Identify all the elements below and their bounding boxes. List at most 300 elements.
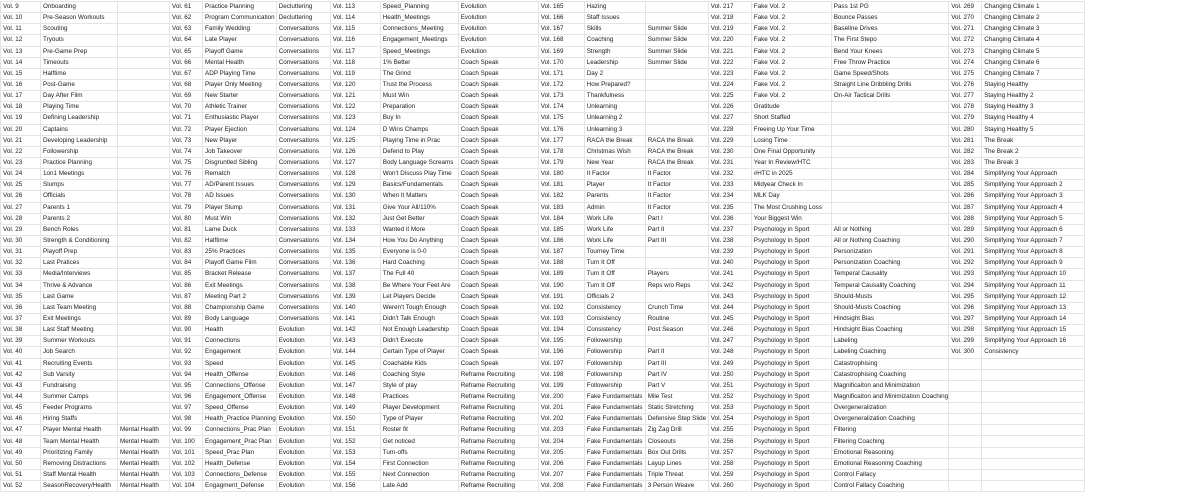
vol-cell-c[interactable]: Vol. 120 <box>330 79 380 90</box>
title-cell-d[interactable]: How Prepared? <box>584 79 645 90</box>
vol-cell-a[interactable]: Vol. 42 <box>1 369 41 380</box>
category-cell-b[interactable]: Evolution <box>276 469 330 480</box>
category-cell-b[interactable]: Conversations <box>276 235 330 246</box>
category-cell-e[interactable] <box>831 135 948 146</box>
title-cell-b[interactable]: New Starter <box>203 91 277 102</box>
vol-cell-e[interactable]: Vol. 236 <box>708 213 751 224</box>
vol-cell-e[interactable]: Vol. 257 <box>708 447 751 458</box>
title-cell-f[interactable] <box>982 458 1085 469</box>
vol-cell-c[interactable]: Vol. 144 <box>330 347 380 358</box>
title-cell-b[interactable]: Mental Health <box>203 57 277 68</box>
category-cell-c[interactable]: Coach Speak <box>458 325 538 336</box>
category-cell-d[interactable] <box>645 2 708 13</box>
title-cell-c[interactable]: Not Enough Leadership <box>380 325 458 336</box>
category-cell-a[interactable] <box>118 202 170 213</box>
vol-cell-d[interactable]: Vol. 167 <box>538 24 584 35</box>
title-cell-d[interactable]: Officials 2 <box>584 291 645 302</box>
title-cell-d[interactable]: Work Life <box>584 235 645 246</box>
category-cell-a[interactable] <box>118 280 170 291</box>
category-cell-e[interactable] <box>831 157 948 168</box>
title-cell-b[interactable]: Program Communication <box>203 13 277 24</box>
title-cell-c[interactable]: Style of play <box>380 380 458 391</box>
category-cell-b[interactable]: Evolution <box>276 369 330 380</box>
title-cell-a[interactable]: Exit Meetings <box>41 313 118 324</box>
category-cell-e[interactable]: Magnificaiton and Minimization Coaching <box>831 391 948 402</box>
vol-cell-e[interactable]: Vol. 228 <box>708 124 751 135</box>
category-cell-e[interactable]: Labeling Coaching <box>831 347 948 358</box>
title-cell-f[interactable]: Consistency <box>982 347 1085 358</box>
title-cell-f[interactable] <box>982 403 1085 414</box>
vol-cell-e[interactable]: Vol. 254 <box>708 414 751 425</box>
category-cell-d[interactable]: Zig Zag Drill <box>645 425 708 436</box>
category-cell-a[interactable]: Mental Health <box>118 425 170 436</box>
title-cell-e[interactable]: Psychology in Sport <box>751 469 831 480</box>
title-cell-e[interactable]: Fake Vol. 2 <box>751 46 831 57</box>
vol-cell-c[interactable]: Vol. 135 <box>330 247 380 258</box>
category-cell-c[interactable]: Reframe Recruiting <box>458 458 538 469</box>
category-cell-c[interactable]: Evolution <box>458 46 538 57</box>
vol-cell-b[interactable]: Vol. 65 <box>170 46 203 57</box>
title-cell-b[interactable]: Practice Planning <box>203 2 277 13</box>
title-cell-a[interactable]: Last Pratices <box>41 258 118 269</box>
category-cell-c[interactable]: Reframe Recruiting <box>458 380 538 391</box>
title-cell-e[interactable]: Fake Vol. 2 <box>751 57 831 68</box>
vol-cell-b[interactable]: Vol. 70 <box>170 102 203 113</box>
vol-cell-e[interactable]: Vol. 253 <box>708 403 751 414</box>
title-cell-d[interactable]: Turn It Off <box>584 258 645 269</box>
vol-cell-a[interactable]: Vol. 46 <box>1 414 41 425</box>
category-cell-e[interactable]: Bounce Passes <box>831 13 948 24</box>
vol-cell-b[interactable]: Vol. 89 <box>170 313 203 324</box>
title-cell-e[interactable]: The Most Crushing Loss <box>751 202 831 213</box>
vol-cell-c[interactable]: Vol. 154 <box>330 458 380 469</box>
vol-cell-c[interactable]: Vol. 155 <box>330 469 380 480</box>
title-cell-e[interactable]: Gratitude <box>751 102 831 113</box>
title-cell-b[interactable]: AD/Parent Issues <box>203 180 277 191</box>
vol-cell-e[interactable]: Vol. 235 <box>708 202 751 213</box>
vol-cell-d[interactable]: Vol. 183 <box>538 202 584 213</box>
vol-cell-f[interactable]: Vol. 289 <box>949 224 982 235</box>
title-cell-a[interactable]: Bench Roles <box>41 224 118 235</box>
vol-cell-f[interactable]: Vol. 299 <box>949 336 982 347</box>
title-cell-f[interactable] <box>982 380 1085 391</box>
category-cell-a[interactable] <box>118 157 170 168</box>
title-cell-b[interactable]: Player Slump <box>203 202 277 213</box>
vol-cell-a[interactable]: Vol. 48 <box>1 436 41 447</box>
vol-cell-d[interactable]: Vol. 178 <box>538 146 584 157</box>
category-cell-e[interactable]: All or Nothing <box>831 224 948 235</box>
vol-cell-c[interactable]: Vol. 127 <box>330 157 380 168</box>
category-cell-c[interactable]: Evolution <box>458 2 538 13</box>
category-cell-a[interactable]: Mental Health <box>118 469 170 480</box>
vol-cell-b[interactable]: Vol. 82 <box>170 235 203 246</box>
title-cell-f[interactable] <box>982 414 1085 425</box>
category-cell-d[interactable]: Part II <box>645 347 708 358</box>
title-cell-b[interactable]: ADP Playing Time <box>203 68 277 79</box>
category-cell-e[interactable] <box>831 169 948 180</box>
vol-cell-d[interactable]: Vol. 186 <box>538 235 584 246</box>
vol-cell-a[interactable]: Vol. 51 <box>1 469 41 480</box>
category-cell-a[interactable] <box>118 235 170 246</box>
title-cell-f[interactable]: Simplifying Your Approach 2 <box>982 180 1085 191</box>
vol-cell-f[interactable] <box>949 425 982 436</box>
vol-cell-c[interactable]: Vol. 136 <box>330 258 380 269</box>
category-cell-c[interactable]: Coach Speak <box>458 358 538 369</box>
category-cell-c[interactable]: Coach Speak <box>458 113 538 124</box>
title-cell-f[interactable]: Simplifying Your Approach 14 <box>982 313 1085 324</box>
title-cell-d[interactable]: Followership <box>584 347 645 358</box>
title-cell-b[interactable]: 25% Practices <box>203 247 277 258</box>
title-cell-f[interactable] <box>982 481 1085 492</box>
title-cell-d[interactable]: Christmas Wish <box>584 146 645 157</box>
category-cell-a[interactable] <box>118 24 170 35</box>
category-cell-c[interactable]: Coach Speak <box>458 269 538 280</box>
vol-cell-e[interactable]: Vol. 241 <box>708 269 751 280</box>
vol-cell-e[interactable]: Vol. 234 <box>708 191 751 202</box>
vol-cell-d[interactable]: Vol. 202 <box>538 414 584 425</box>
vol-cell-b[interactable]: Vol. 80 <box>170 213 203 224</box>
vol-cell-c[interactable]: Vol. 119 <box>330 68 380 79</box>
vol-cell-d[interactable]: Vol. 190 <box>538 280 584 291</box>
category-cell-e[interactable] <box>831 202 948 213</box>
title-cell-e[interactable]: Psychology in Sport <box>751 325 831 336</box>
title-cell-b[interactable]: Late Player <box>203 35 277 46</box>
category-cell-c[interactable]: Coach Speak <box>458 91 538 102</box>
category-cell-e[interactable] <box>831 102 948 113</box>
category-cell-d[interactable]: Box Out Drills <box>645 447 708 458</box>
title-cell-f[interactable] <box>982 447 1085 458</box>
title-cell-a[interactable]: Timeouts <box>41 57 118 68</box>
title-cell-f[interactable]: Changing Climate 3 <box>982 24 1085 35</box>
title-cell-b[interactable]: Disgruntled Sibling <box>203 157 277 168</box>
category-cell-d[interactable]: Summer Slide <box>645 46 708 57</box>
title-cell-b[interactable]: Health_Practice Planning <box>203 414 277 425</box>
title-cell-c[interactable]: Trust the Process <box>380 79 458 90</box>
vol-cell-c[interactable]: Vol. 133 <box>330 224 380 235</box>
vol-cell-f[interactable]: Vol. 286 <box>949 191 982 202</box>
title-cell-d[interactable]: Staff Issues <box>584 13 645 24</box>
title-cell-c[interactable]: Body Language Screams <box>380 157 458 168</box>
vol-cell-e[interactable]: Vol. 245 <box>708 313 751 324</box>
title-cell-a[interactable]: Developing Leadership <box>41 135 118 146</box>
category-cell-b[interactable]: Conversations <box>276 68 330 79</box>
category-cell-b[interactable]: Conversations <box>276 213 330 224</box>
title-cell-d[interactable]: Turn It Off <box>584 269 645 280</box>
vol-cell-b[interactable]: Vol. 79 <box>170 202 203 213</box>
title-cell-e[interactable]: One Final Opportunity <box>751 146 831 157</box>
category-cell-e[interactable]: Labeling <box>831 336 948 347</box>
title-cell-f[interactable]: Changing Climate 2 <box>982 13 1085 24</box>
vol-cell-d[interactable]: Vol. 194 <box>538 325 584 336</box>
vol-cell-a[interactable]: Vol. 13 <box>1 46 41 57</box>
vol-cell-f[interactable]: Vol. 278 <box>949 102 982 113</box>
category-cell-a[interactable] <box>118 35 170 46</box>
title-cell-f[interactable]: The Break <box>982 135 1085 146</box>
vol-cell-a[interactable]: Vol. 25 <box>1 180 41 191</box>
title-cell-f[interactable]: Simplifying Your Approach 10 <box>982 269 1085 280</box>
category-cell-b[interactable]: Conversations <box>276 202 330 213</box>
vol-cell-b[interactable]: Vol. 69 <box>170 91 203 102</box>
title-cell-a[interactable]: Tryouts <box>41 35 118 46</box>
vol-cell-c[interactable]: Vol. 141 <box>330 313 380 324</box>
title-cell-f[interactable] <box>982 425 1085 436</box>
title-cell-b[interactable]: Rematch <box>203 169 277 180</box>
category-cell-e[interactable]: Control Fallacy Coaching <box>831 481 948 492</box>
vol-cell-b[interactable]: Vol. 96 <box>170 391 203 402</box>
title-cell-b[interactable]: Halftime <box>203 235 277 246</box>
vol-cell-d[interactable]: Vol. 201 <box>538 403 584 414</box>
category-cell-a[interactable] <box>118 135 170 146</box>
title-cell-d[interactable]: Work Life <box>584 213 645 224</box>
vol-cell-e[interactable]: Vol. 223 <box>708 68 751 79</box>
vol-cell-a[interactable]: Vol. 49 <box>1 447 41 458</box>
category-cell-a[interactable] <box>118 13 170 24</box>
vol-cell-b[interactable]: Vol. 101 <box>170 447 203 458</box>
vol-cell-c[interactable]: Vol. 126 <box>330 146 380 157</box>
category-cell-a[interactable] <box>118 146 170 157</box>
title-cell-b[interactable]: Lame Duck <box>203 224 277 235</box>
category-cell-e[interactable]: Personization <box>831 247 948 258</box>
vol-cell-d[interactable]: Vol. 197 <box>538 358 584 369</box>
title-cell-a[interactable]: Officials <box>41 191 118 202</box>
title-cell-b[interactable]: Connections_Defense <box>203 469 277 480</box>
title-cell-e[interactable]: Your Biggest Win <box>751 213 831 224</box>
category-cell-d[interactable]: Triple Threat <box>645 469 708 480</box>
vol-cell-f[interactable] <box>949 436 982 447</box>
title-cell-b[interactable]: Speed <box>203 358 277 369</box>
title-cell-d[interactable]: Followership <box>584 369 645 380</box>
title-cell-e[interactable]: Psychology in Sport <box>751 235 831 246</box>
title-cell-e[interactable]: Psychology in Sport <box>751 247 831 258</box>
title-cell-c[interactable]: When It Matters <box>380 191 458 202</box>
title-cell-c[interactable]: Let Players Decide <box>380 291 458 302</box>
title-cell-a[interactable]: 1on1 Meetings <box>41 169 118 180</box>
vol-cell-d[interactable]: Vol. 195 <box>538 336 584 347</box>
category-cell-d[interactable] <box>645 336 708 347</box>
category-cell-d[interactable]: Reps w/o Reps <box>645 280 708 291</box>
title-cell-c[interactable]: Defend to Play <box>380 146 458 157</box>
category-cell-b[interactable]: Conversations <box>276 302 330 313</box>
category-cell-b[interactable]: Evolution <box>276 481 330 492</box>
vol-cell-b[interactable]: Vol. 78 <box>170 191 203 202</box>
category-cell-b[interactable]: Conversations <box>276 280 330 291</box>
title-cell-c[interactable]: Late Add <box>380 481 458 492</box>
title-cell-c[interactable]: Hard Coaching <box>380 258 458 269</box>
title-cell-b[interactable]: Playoff Game <box>203 46 277 57</box>
title-cell-c[interactable]: Won't Discuss Play Time <box>380 169 458 180</box>
category-cell-b[interactable]: Evolution <box>276 325 330 336</box>
category-cell-e[interactable]: Temperal Causality Coaching <box>831 280 948 291</box>
category-cell-d[interactable]: RACA the Break <box>645 146 708 157</box>
title-cell-a[interactable]: Slumps <box>41 180 118 191</box>
category-cell-b[interactable]: Conversations <box>276 169 330 180</box>
vol-cell-d[interactable]: Vol. 192 <box>538 302 584 313</box>
title-cell-b[interactable]: Health <box>203 325 277 336</box>
title-cell-a[interactable]: Summer Camps <box>41 391 118 402</box>
vol-cell-f[interactable]: Vol. 296 <box>949 302 982 313</box>
title-cell-a[interactable]: Summer Workouts <box>41 336 118 347</box>
title-cell-a[interactable]: Media/Interviews <box>41 269 118 280</box>
vol-cell-a[interactable]: Vol. 52 <box>1 481 41 492</box>
category-cell-d[interactable] <box>645 258 708 269</box>
vol-cell-a[interactable]: Vol. 33 <box>1 269 41 280</box>
vol-cell-f[interactable]: Vol. 271 <box>949 24 982 35</box>
category-cell-b[interactable]: Conversations <box>276 35 330 46</box>
category-cell-d[interactable]: Part III <box>645 235 708 246</box>
title-cell-e[interactable]: Psychology in Sport <box>751 347 831 358</box>
title-cell-d[interactable]: Fake Fundamentals <box>584 391 645 402</box>
title-cell-f[interactable] <box>982 369 1085 380</box>
vol-cell-c[interactable]: Vol. 140 <box>330 302 380 313</box>
title-cell-f[interactable] <box>982 358 1085 369</box>
vol-cell-c[interactable]: Vol. 142 <box>330 325 380 336</box>
vol-cell-b[interactable]: Vol. 102 <box>170 458 203 469</box>
category-cell-d[interactable]: RACA the Break <box>645 157 708 168</box>
title-cell-c[interactable]: Get noticed <box>380 436 458 447</box>
category-cell-a[interactable] <box>118 191 170 202</box>
vol-cell-a[interactable]: Vol. 17 <box>1 91 41 102</box>
title-cell-b[interactable]: Meeting Part 2 <box>203 291 277 302</box>
category-cell-c[interactable]: Reframe Recruiting <box>458 414 538 425</box>
title-cell-c[interactable]: Weren't Tough Enough <box>380 302 458 313</box>
vol-cell-f[interactable]: Vol. 293 <box>949 269 982 280</box>
title-cell-f[interactable]: Simplifying Your Approach 13 <box>982 302 1085 313</box>
title-cell-a[interactable]: Staff Mental Health <box>41 469 118 480</box>
vol-cell-a[interactable]: Vol. 24 <box>1 169 41 180</box>
category-cell-a[interactable]: Mental Health <box>118 481 170 492</box>
category-cell-e[interactable]: Catastrophising Coaching <box>831 369 948 380</box>
category-cell-e[interactable]: Free Throw Practice <box>831 57 948 68</box>
title-cell-b[interactable]: Playoff Game Film <box>203 258 277 269</box>
title-cell-e[interactable]: Psychology in Sport <box>751 224 831 235</box>
vol-cell-a[interactable]: Vol. 26 <box>1 191 41 202</box>
title-cell-a[interactable]: Onboarding <box>41 2 118 13</box>
vol-cell-a[interactable]: Vol. 34 <box>1 280 41 291</box>
vol-cell-d[interactable]: Vol. 208 <box>538 481 584 492</box>
vol-cell-a[interactable]: Vol. 44 <box>1 391 41 402</box>
category-cell-a[interactable] <box>118 247 170 258</box>
title-cell-a[interactable]: Followership <box>41 146 118 157</box>
vol-cell-b[interactable]: Vol. 84 <box>170 258 203 269</box>
vol-cell-a[interactable]: Vol. 50 <box>1 458 41 469</box>
title-cell-c[interactable]: Playing Time in Prac <box>380 135 458 146</box>
title-cell-e[interactable]: Fake Vol. 2 <box>751 24 831 35</box>
vol-cell-d[interactable]: Vol. 176 <box>538 124 584 135</box>
vol-cell-b[interactable]: Vol. 72 <box>170 124 203 135</box>
category-cell-d[interactable]: Part II <box>645 224 708 235</box>
title-cell-d[interactable]: Player <box>584 180 645 191</box>
category-cell-a[interactable] <box>118 269 170 280</box>
vol-cell-a[interactable]: Vol. 47 <box>1 425 41 436</box>
vol-cell-c[interactable]: Vol. 148 <box>330 391 380 402</box>
category-cell-d[interactable]: It Factor <box>645 180 708 191</box>
vol-cell-e[interactable]: Vol. 229 <box>708 135 751 146</box>
vol-cell-a[interactable]: Vol. 31 <box>1 247 41 258</box>
vol-cell-b[interactable]: Vol. 66 <box>170 57 203 68</box>
title-cell-b[interactable]: Engagement <box>203 347 277 358</box>
vol-cell-b[interactable]: Vol. 77 <box>170 180 203 191</box>
title-cell-a[interactable]: Feeder Programs <box>41 403 118 414</box>
category-cell-b[interactable]: Conversations <box>276 313 330 324</box>
category-cell-a[interactable] <box>118 291 170 302</box>
category-cell-d[interactable]: Part III <box>645 358 708 369</box>
title-cell-d[interactable]: Thankfulness <box>584 91 645 102</box>
category-cell-d[interactable]: Defensive Step Slide <box>645 414 708 425</box>
vol-cell-b[interactable]: Vol. 100 <box>170 436 203 447</box>
title-cell-d[interactable]: Skills <box>584 24 645 35</box>
vol-cell-d[interactable]: Vol. 185 <box>538 224 584 235</box>
vol-cell-f[interactable]: Vol. 276 <box>949 79 982 90</box>
vol-cell-b[interactable]: Vol. 83 <box>170 247 203 258</box>
category-cell-e[interactable]: Overgeneralization Coaching <box>831 414 948 425</box>
vol-cell-e[interactable]: Vol. 218 <box>708 13 751 24</box>
vol-cell-a[interactable]: Vol. 43 <box>1 380 41 391</box>
category-cell-e[interactable]: All or Nothing Coaching <box>831 235 948 246</box>
vol-cell-f[interactable] <box>949 414 982 425</box>
category-cell-d[interactable]: It Factor <box>645 169 708 180</box>
vol-cell-d[interactable]: Vol. 191 <box>538 291 584 302</box>
category-cell-b[interactable]: Conversations <box>276 191 330 202</box>
vol-cell-f[interactable]: Vol. 274 <box>949 57 982 68</box>
title-cell-f[interactable]: Simplifying Your Approach 5 <box>982 213 1085 224</box>
vol-cell-c[interactable]: Vol. 149 <box>330 403 380 414</box>
category-cell-b[interactable]: Decluttering <box>276 13 330 24</box>
category-cell-c[interactable]: Coach Speak <box>458 258 538 269</box>
category-cell-e[interactable]: Should-Musts Coaching <box>831 302 948 313</box>
vol-cell-a[interactable]: Vol. 38 <box>1 325 41 336</box>
vol-cell-d[interactable]: Vol. 165 <box>538 2 584 13</box>
category-cell-c[interactable]: Coach Speak <box>458 124 538 135</box>
title-cell-c[interactable]: Wanted it More <box>380 224 458 235</box>
category-cell-a[interactable] <box>118 369 170 380</box>
title-cell-e[interactable]: Psychology in Sport <box>751 280 831 291</box>
vol-cell-d[interactable]: Vol. 193 <box>538 313 584 324</box>
category-cell-c[interactable]: Reframe Recruiting <box>458 425 538 436</box>
category-cell-a[interactable] <box>118 79 170 90</box>
title-cell-f[interactable]: Simplifying Your Approach 12 <box>982 291 1085 302</box>
vol-cell-c[interactable]: Vol. 118 <box>330 57 380 68</box>
title-cell-d[interactable]: Unlearning <box>584 102 645 113</box>
title-cell-a[interactable]: Last Game <box>41 291 118 302</box>
category-cell-e[interactable]: Pass 1st PG <box>831 2 948 13</box>
vol-cell-e[interactable]: Vol. 255 <box>708 425 751 436</box>
category-cell-c[interactable]: Coach Speak <box>458 57 538 68</box>
title-cell-d[interactable]: Coaching <box>584 35 645 46</box>
category-cell-c[interactable]: Coach Speak <box>458 146 538 157</box>
category-cell-c[interactable]: Coach Speak <box>458 68 538 79</box>
category-cell-c[interactable]: Reframe Recruiting <box>458 403 538 414</box>
category-cell-c[interactable]: Coach Speak <box>458 79 538 90</box>
vol-cell-d[interactable]: Vol. 180 <box>538 169 584 180</box>
category-cell-c[interactable]: Coach Speak <box>458 313 538 324</box>
title-cell-c[interactable]: Engagement_Meetings <box>380 35 458 46</box>
vol-cell-b[interactable]: Vol. 74 <box>170 146 203 157</box>
title-cell-b[interactable]: Bracket Release <box>203 269 277 280</box>
title-cell-b[interactable]: Engagment_Defense <box>203 481 277 492</box>
category-cell-e[interactable]: Filtering Coaching <box>831 436 948 447</box>
category-cell-b[interactable]: Decluttering <box>276 2 330 13</box>
vol-cell-b[interactable]: Vol. 61 <box>170 2 203 13</box>
vol-cell-f[interactable]: Vol. 270 <box>949 13 982 24</box>
title-cell-b[interactable]: Must Win <box>203 213 277 224</box>
vol-cell-d[interactable]: Vol. 205 <box>538 447 584 458</box>
vol-cell-e[interactable]: Vol. 219 <box>708 24 751 35</box>
vol-cell-a[interactable]: Vol. 45 <box>1 403 41 414</box>
title-cell-f[interactable]: Staying Healthy 5 <box>982 124 1085 135</box>
category-cell-a[interactable] <box>118 380 170 391</box>
category-cell-e[interactable] <box>831 213 948 224</box>
title-cell-a[interactable]: Post-Game <box>41 79 118 90</box>
